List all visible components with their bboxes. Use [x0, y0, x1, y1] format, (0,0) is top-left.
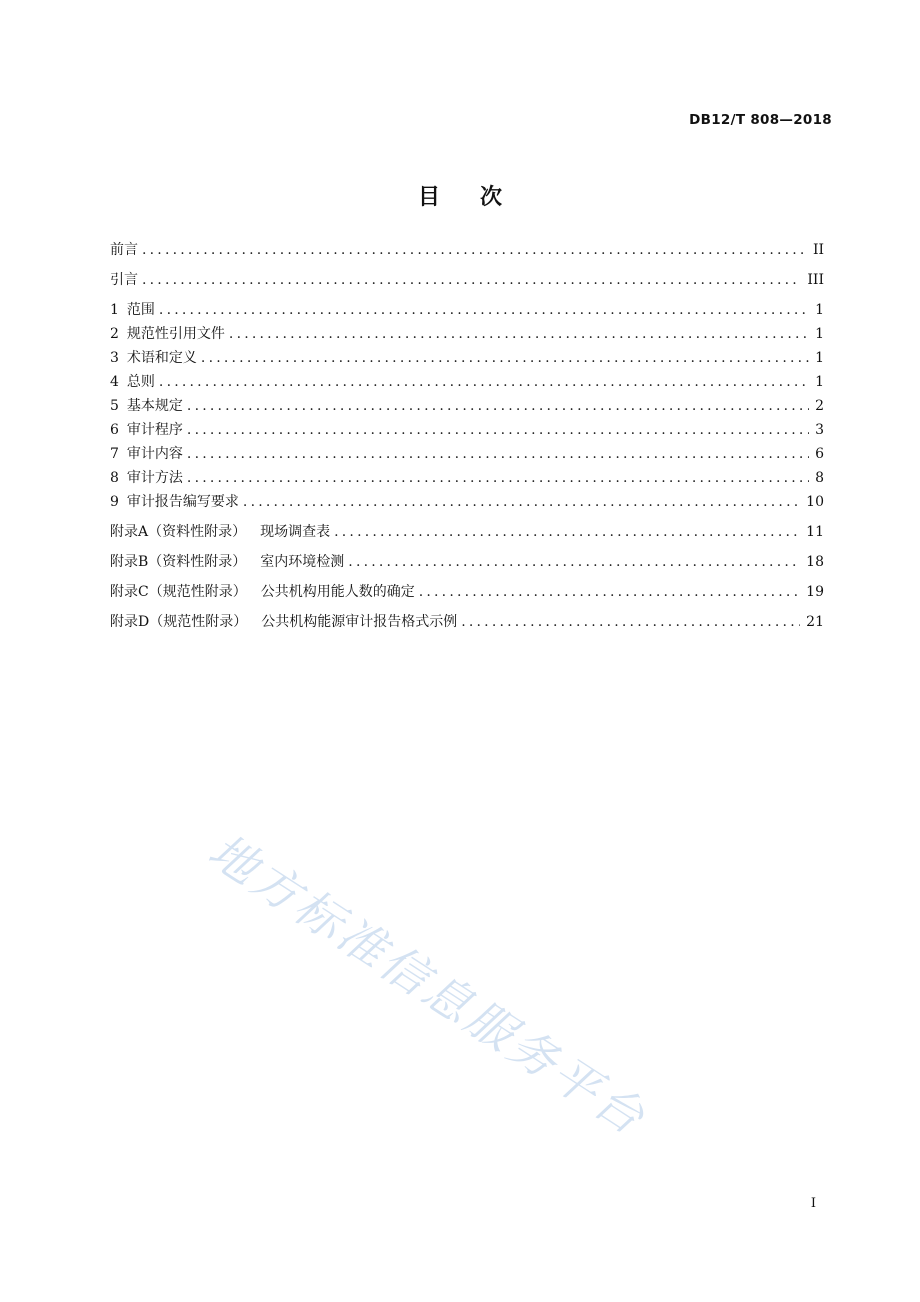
toc-entry-number: 4: [110, 374, 119, 390]
toc-entry-normative-references[interactable]: [110, 323, 824, 345]
toc-entry-number: 6: [110, 422, 119, 438]
toc-entry-appendix-a[interactable]: [110, 521, 824, 543]
toc-entry-page: 2: [815, 398, 824, 414]
toc-entry-page: 1: [815, 374, 824, 390]
toc-leader-dots: [461, 611, 800, 633]
toc-leader-dots: [187, 443, 809, 465]
toc-entry-report-requirements[interactable]: [110, 491, 824, 513]
toc-entry-page: 3: [815, 422, 824, 438]
toc-entry-page: 10: [806, 494, 824, 510]
toc-leader-dots: [229, 323, 809, 345]
toc-entry-title: 现场调查表: [260, 524, 331, 540]
toc-entry-number: 8: [110, 470, 119, 486]
toc-leader-dots: [243, 491, 800, 513]
toc-entry-number: 1: [110, 302, 119, 318]
toc-entry-title: 公共机构用能人数的确定: [260, 584, 415, 600]
toc-entry-foreword[interactable]: [110, 239, 824, 261]
toc-entry-scope[interactable]: [110, 299, 824, 321]
toc-entry-title: 室内环境检测: [260, 554, 345, 570]
toc-entry-number: 3: [110, 350, 119, 366]
toc-leader-dots: [142, 239, 807, 261]
watermark: 地方标准信息服务平台: [198, 823, 657, 1148]
toc-entry-number: 9: [110, 494, 119, 510]
toc-entry-audit-content[interactable]: [110, 443, 824, 465]
toc-entry-title: 审计程序: [126, 422, 183, 438]
toc-entry-page: III: [807, 272, 824, 288]
toc-entry-page: 1: [815, 302, 824, 318]
toc-entry-appendix-label: 附录D（规范性附录）: [110, 614, 248, 630]
toc-entry-appendix-c[interactable]: [110, 581, 824, 603]
toc-entry-appendix-label: 附录A（资料性附录）: [110, 524, 247, 540]
toc-leader-dots: [187, 419, 809, 441]
toc-entry-title: 审计方法: [126, 470, 183, 486]
toc-entry-title: 前言: [110, 242, 138, 258]
toc-leader-dots: [159, 299, 809, 321]
toc-entry-page: 11: [806, 524, 824, 540]
toc-leader-dots: [187, 467, 809, 489]
toc-entry-appendix-label: 附录B（资料性附录）: [110, 554, 247, 570]
toc-leader-dots: [419, 581, 800, 603]
toc-entry-general[interactable]: [110, 371, 824, 393]
toc-leader-dots: [201, 347, 809, 369]
toc-entry-page: 1: [815, 326, 824, 342]
toc-entry-number: 7: [110, 446, 119, 462]
toc-entry-audit-procedure[interactable]: [110, 419, 824, 441]
toc-entry-page: II: [812, 242, 824, 258]
toc-entry-number: 2: [110, 326, 119, 342]
toc-entry-introduction[interactable]: [110, 269, 824, 291]
toc-entry-title: 公共机构能源审计报告格式示例: [261, 614, 458, 630]
toc-leader-dots: [334, 521, 800, 543]
toc-entry-basic-provisions[interactable]: [110, 395, 824, 417]
toc-entry-page: 6: [815, 446, 824, 462]
toc-entry-appendix-label: 附录C（规范性附录）: [110, 584, 247, 600]
toc-title-right: 次: [480, 185, 503, 210]
toc-entry-page: 19: [806, 584, 824, 600]
toc-leader-dots: [142, 269, 801, 291]
toc-entry-title: 基本规定: [126, 398, 183, 414]
toc-entry-page: 8: [815, 470, 824, 486]
toc-title-left: 目: [417, 185, 440, 210]
toc-entry-appendix-b[interactable]: [110, 551, 824, 573]
toc-entry-title: 审计内容: [126, 446, 183, 462]
toc-entry-page: 18: [806, 554, 824, 570]
toc-entry-title: 规范性引用文件: [126, 326, 225, 342]
toc-leader-dots: [159, 371, 809, 393]
toc-entry-number: 5: [110, 398, 119, 414]
toc-entry-title: 范围: [126, 302, 155, 318]
page-number: I: [810, 1196, 816, 1211]
toc-entry-appendix-d[interactable]: [110, 611, 824, 633]
toc-entry-title: 审计报告编写要求: [126, 494, 239, 510]
toc-entry-audit-method[interactable]: [110, 467, 824, 489]
toc-entry-terms-definitions[interactable]: [110, 347, 824, 369]
toc-leader-dots: [348, 551, 800, 573]
toc-entry-page: 21: [806, 614, 824, 630]
toc-entry-title: 引言: [110, 272, 138, 288]
toc-entry-page: 1: [815, 350, 824, 366]
toc-leader-dots: [187, 395, 809, 417]
toc-title: [0, 180, 920, 211]
toc-entry-title: 术语和定义: [126, 350, 197, 366]
document-id: DB12/T 808—2018: [689, 112, 832, 128]
toc-entry-title: 总则: [126, 374, 155, 390]
